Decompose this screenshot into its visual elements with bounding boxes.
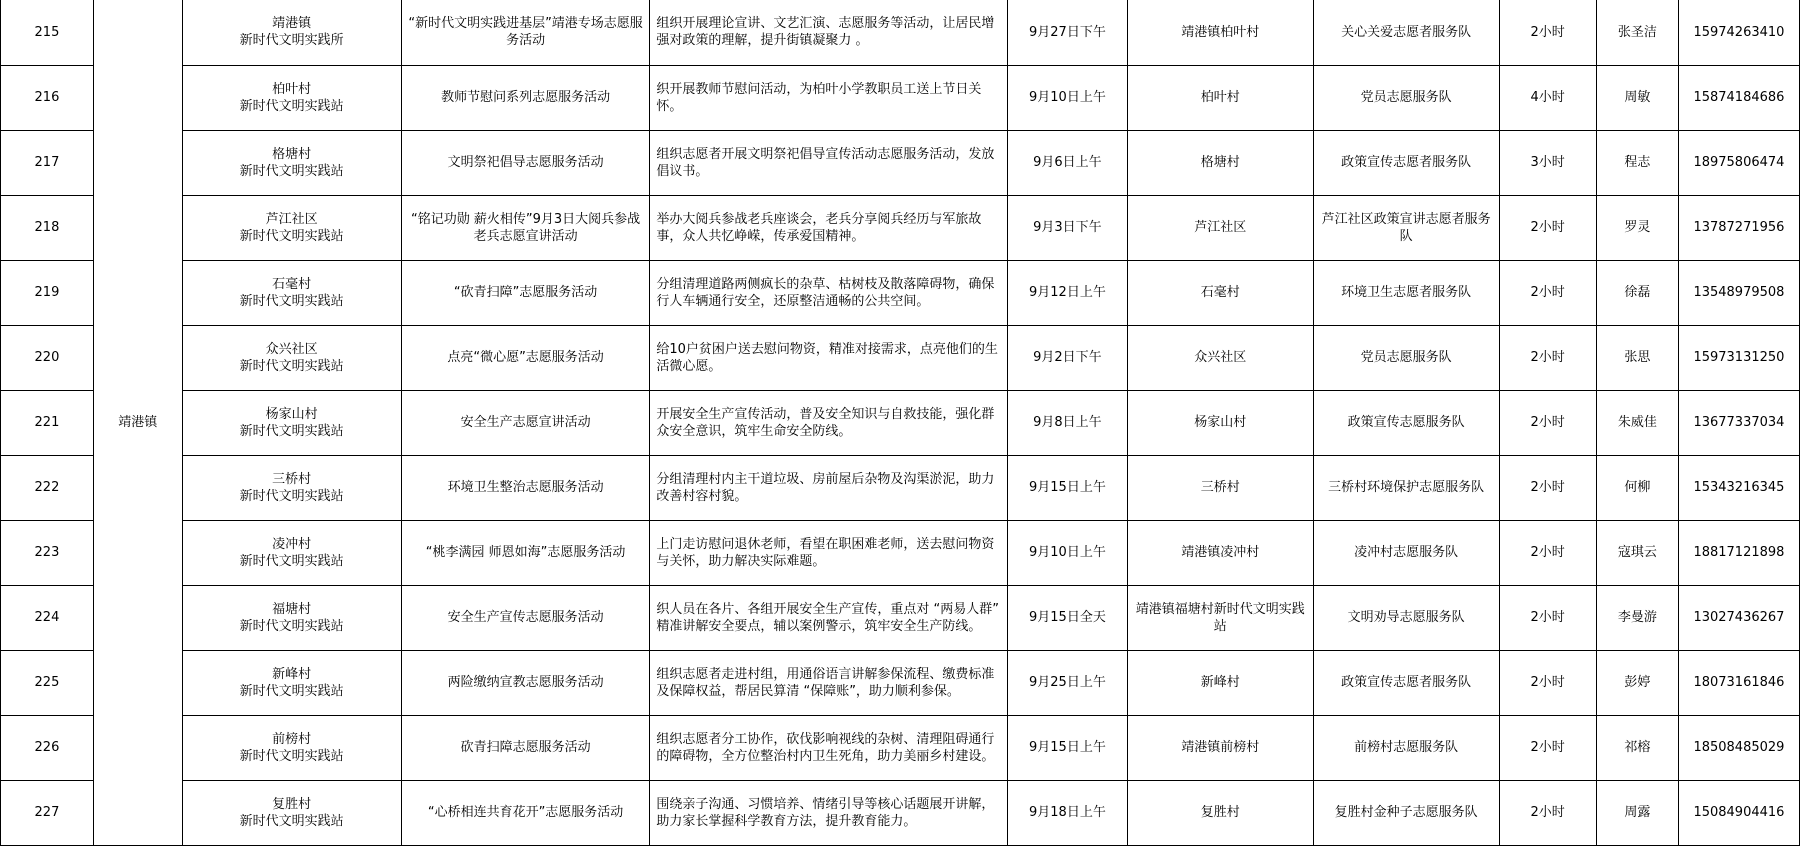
unit-cell: 福塘村 新时代文明实践站 xyxy=(182,585,401,650)
table-row xyxy=(1,390,1800,455)
duration: 2小时 xyxy=(1499,325,1596,390)
duration: 3小时 xyxy=(1499,130,1596,195)
service-team: 政策宣传志愿服务队 xyxy=(1313,390,1499,455)
activity-content: 组织开展理论宣讲、文艺汇演、志愿服务等活动，让居民增强对政策的理解，提升街镇凝聚力 。 xyxy=(650,0,1008,65)
activity-place: 新峰村 xyxy=(1127,650,1313,715)
activity-name: “砍青扫障”志愿服务活动 xyxy=(401,260,650,325)
row-number: 215 xyxy=(1,0,94,65)
row-number: 223 xyxy=(1,520,94,585)
contact-person: 寇琪云 xyxy=(1596,520,1678,585)
duration: 2小时 xyxy=(1499,0,1596,65)
activity-name: 安全生产宣传志愿服务活动 xyxy=(401,585,650,650)
activity-time: 9月27日下午 xyxy=(1007,0,1127,65)
unit-cell: 柏叶村 新时代文明实践站 xyxy=(182,65,401,130)
unit-cell: 格塘村 新时代文明实践站 xyxy=(182,130,401,195)
activity-place: 芦江社区 xyxy=(1127,195,1313,260)
contact-person: 徐磊 xyxy=(1596,260,1678,325)
contact-person: 张圣洁 xyxy=(1596,0,1678,65)
contact-person: 周露 xyxy=(1596,780,1678,845)
activity-name: 教师节慰问系列志愿服务活动 xyxy=(401,65,650,130)
unit-cell: 杨家山村 新时代文明实践站 xyxy=(182,390,401,455)
service-team: 前榜村志愿服务队 xyxy=(1313,715,1499,780)
activity-time: 9月6日上午 xyxy=(1007,130,1127,195)
contact-person: 张思 xyxy=(1596,325,1678,390)
row-number: 227 xyxy=(1,780,94,845)
table-row xyxy=(1,520,1800,585)
activity-time: 9月3日下午 xyxy=(1007,195,1127,260)
activity-place: 复胜村 xyxy=(1127,780,1313,845)
activity-time: 9月10日上午 xyxy=(1007,520,1127,585)
activity-time: 9月15日上午 xyxy=(1007,455,1127,520)
duration: 2小时 xyxy=(1499,390,1596,455)
duration: 2小时 xyxy=(1499,520,1596,585)
service-team: 复胜村金种子志愿服务队 xyxy=(1313,780,1499,845)
service-team: 环境卫生志愿者服务队 xyxy=(1313,260,1499,325)
unit-cell: 新峰村 新时代文明实践站 xyxy=(182,650,401,715)
duration: 4小时 xyxy=(1499,65,1596,130)
activity-content: 织开展教师节慰问活动，为柏叶小学教职员工送上节日关怀。 xyxy=(650,65,1008,130)
activity-name: 文明祭祀倡导志愿服务活动 xyxy=(401,130,650,195)
row-number: 226 xyxy=(1,715,94,780)
activity-content: 分组清理村内主干道垃圾、房前屋后杂物及沟渠淤泥，助力改善村容村貌。 xyxy=(650,455,1008,520)
contact-phone: 15343216345 xyxy=(1678,455,1799,520)
unit-cell: 三桥村 新时代文明实践站 xyxy=(182,455,401,520)
contact-phone: 13787271956 xyxy=(1678,195,1799,260)
table-row xyxy=(1,325,1800,390)
contact-person: 祁榕 xyxy=(1596,715,1678,780)
row-number: 225 xyxy=(1,650,94,715)
activity-name: 环境卫生整治志愿服务活动 xyxy=(401,455,650,520)
activity-place: 靖港镇前榜村 xyxy=(1127,715,1313,780)
activity-place: 柏叶村 xyxy=(1127,65,1313,130)
town-cell: 靖港镇 xyxy=(93,0,182,845)
row-number: 218 xyxy=(1,195,94,260)
contact-phone: 13548979508 xyxy=(1678,260,1799,325)
table-row xyxy=(1,715,1800,780)
table-row xyxy=(1,130,1800,195)
table-row xyxy=(1,650,1800,715)
table-body xyxy=(1,0,1800,845)
activity-name: “桃李满园 师恩如海”志愿服务活动 xyxy=(401,520,650,585)
activity-content: 围绕亲子沟通、习惯培养、情绪引导等核心话题展开讲解，助力家长掌握科学教育方法，提升教育能力。 xyxy=(650,780,1008,845)
table-row xyxy=(1,585,1800,650)
service-team: 党员志愿服务队 xyxy=(1313,65,1499,130)
contact-phone: 13677337034 xyxy=(1678,390,1799,455)
unit-cell: 前榜村 新时代文明实践站 xyxy=(182,715,401,780)
service-team: 芦江社区政策宣讲志愿者服务队 xyxy=(1313,195,1499,260)
duration: 2小时 xyxy=(1499,715,1596,780)
activity-place: 靖港镇柏叶村 xyxy=(1127,0,1313,65)
unit-cell: 芦江社区 新时代文明实践站 xyxy=(182,195,401,260)
activity-place: 三桥村 xyxy=(1127,455,1313,520)
table-row xyxy=(1,0,1800,65)
activity-time: 9月8日上午 xyxy=(1007,390,1127,455)
activity-name: 两险缴纳宣教志愿服务活动 xyxy=(401,650,650,715)
row-number: 221 xyxy=(1,390,94,455)
row-number: 220 xyxy=(1,325,94,390)
row-number: 216 xyxy=(1,65,94,130)
duration: 2小时 xyxy=(1499,195,1596,260)
contact-phone: 18073161846 xyxy=(1678,650,1799,715)
activity-place: 格塘村 xyxy=(1127,130,1313,195)
activity-content: 开展安全生产宣传活动，普及安全知识与自救技能，强化群众安全意识，筑牢生命安全防线。 xyxy=(650,390,1008,455)
contact-person: 周敏 xyxy=(1596,65,1678,130)
activity-time: 9月2日下午 xyxy=(1007,325,1127,390)
activity-place: 石毫村 xyxy=(1127,260,1313,325)
activity-content: 组织志愿者走进村组，用通俗语言讲解参保流程、缴费标准及保障权益，帮居民算清 “保障账”，助力顺利参保。 xyxy=(650,650,1008,715)
table-row xyxy=(1,455,1800,520)
activity-time: 9月18日上午 xyxy=(1007,780,1127,845)
contact-phone: 18817121898 xyxy=(1678,520,1799,585)
activity-content: 组织志愿者分工协作，砍伐影响视线的杂树、清理阻碍通行的障碍物，全方位整治村内卫生死角，助力美丽乡村建设。 xyxy=(650,715,1008,780)
service-team: 党员志愿服务队 xyxy=(1313,325,1499,390)
contact-person: 彭婷 xyxy=(1596,650,1678,715)
activity-content: 分组清理道路两侧疯长的杂草、枯树枝及散落障碍物，确保行人车辆通行安全，还原整洁通畅的公共空间。 xyxy=(650,260,1008,325)
activity-place: 靖港镇福塘村新时代文明实践站 xyxy=(1127,585,1313,650)
activity-time: 9月15日全天 xyxy=(1007,585,1127,650)
activity-name: “铭记功勋 薪火相传”9月3日大阅兵参战老兵志愿宣讲活动 xyxy=(401,195,650,260)
duration: 2小时 xyxy=(1499,260,1596,325)
table-row xyxy=(1,780,1800,845)
activity-content: 上门走访慰问退休老师，看望在职困难老师，送去慰问物资与关怀，助力解决实际难题。 xyxy=(650,520,1008,585)
activity-name: 安全生产志愿宣讲活动 xyxy=(401,390,650,455)
unit-cell: 石毫村 新时代文明实践站 xyxy=(182,260,401,325)
contact-phone: 15874184686 xyxy=(1678,65,1799,130)
activity-place: 杨家山村 xyxy=(1127,390,1313,455)
unit-cell: 复胜村 新时代文明实践站 xyxy=(182,780,401,845)
service-team: 三桥村环境保护志愿服务队 xyxy=(1313,455,1499,520)
activity-content: 织人员在各片、各组开展安全生产宣传，重点对 “两易人群” 精准讲解安全要点，辅以案例警示，筑牢安全生产防线。 xyxy=(650,585,1008,650)
contact-person: 罗灵 xyxy=(1596,195,1678,260)
service-team: 关心关爱志愿者服务队 xyxy=(1313,0,1499,65)
row-number: 224 xyxy=(1,585,94,650)
unit-cell: 众兴社区 新时代文明实践站 xyxy=(182,325,401,390)
contact-phone: 18975806474 xyxy=(1678,130,1799,195)
activity-name: “心桥相连共育花开”志愿服务活动 xyxy=(401,780,650,845)
activity-name: 砍青扫障志愿服务活动 xyxy=(401,715,650,780)
activity-place: 众兴社区 xyxy=(1127,325,1313,390)
duration: 2小时 xyxy=(1499,780,1596,845)
contact-phone: 15974263410 xyxy=(1678,0,1799,65)
activity-content: 给10户贫困户送去慰问物资，精准对接需求，点亮他们的生活微心愿。 xyxy=(650,325,1008,390)
activity-content: 举办大阅兵参战老兵座谈会，老兵分享阅兵经历与军旅故事，众人共忆峥嵘，传承爱国精神。 xyxy=(650,195,1008,260)
unit-cell: 凌冲村 新时代文明实践站 xyxy=(182,520,401,585)
table-row xyxy=(1,65,1800,130)
row-number: 217 xyxy=(1,130,94,195)
row-number: 222 xyxy=(1,455,94,520)
contact-person: 何柳 xyxy=(1596,455,1678,520)
service-team: 政策宣传志愿者服务队 xyxy=(1313,650,1499,715)
activity-time: 9月12日上午 xyxy=(1007,260,1127,325)
activity-content: 组织志愿者开展文明祭祀倡导宣传活动志愿服务活动，发放倡议书。 xyxy=(650,130,1008,195)
contact-phone: 13027436267 xyxy=(1678,585,1799,650)
activity-time: 9月15日上午 xyxy=(1007,715,1127,780)
contact-phone: 18508485029 xyxy=(1678,715,1799,780)
contact-phone: 15084904416 xyxy=(1678,780,1799,845)
service-team: 凌冲村志愿服务队 xyxy=(1313,520,1499,585)
contact-person: 程志 xyxy=(1596,130,1678,195)
duration: 2小时 xyxy=(1499,585,1596,650)
contact-phone: 15973131250 xyxy=(1678,325,1799,390)
row-number: 219 xyxy=(1,260,94,325)
contact-person: 朱威佳 xyxy=(1596,390,1678,455)
activity-place: 靖港镇凌冲村 xyxy=(1127,520,1313,585)
activity-time: 9月10日上午 xyxy=(1007,65,1127,130)
contact-person: 李曼游 xyxy=(1596,585,1678,650)
activity-name: “新时代文明实践进基层”靖港专场志愿服务活动 xyxy=(401,0,650,65)
service-team: 政策宣传志愿者服务队 xyxy=(1313,130,1499,195)
activity-name: 点亮“微心愿”志愿服务活动 xyxy=(401,325,650,390)
activity-time: 9月25日上午 xyxy=(1007,650,1127,715)
table-row xyxy=(1,195,1800,260)
table-row xyxy=(1,260,1800,325)
service-team: 文明劝导志愿服务队 xyxy=(1313,585,1499,650)
duration: 2小时 xyxy=(1499,650,1596,715)
duration: 2小时 xyxy=(1499,455,1596,520)
unit-cell: 靖港镇 新时代文明实践所 xyxy=(182,0,401,65)
